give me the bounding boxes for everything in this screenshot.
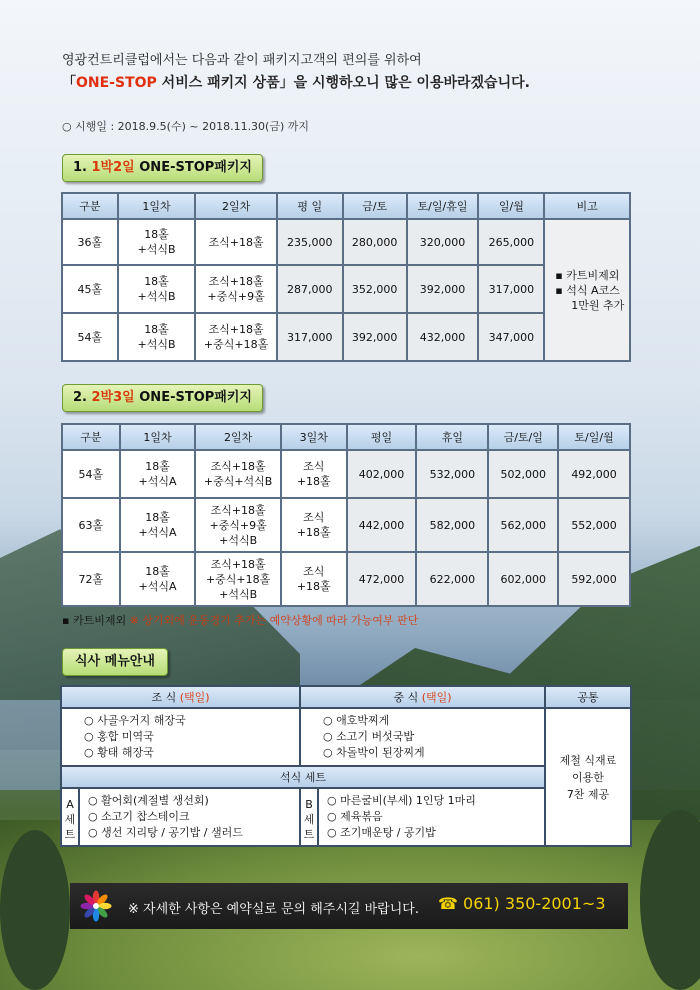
dinner-header: 석식 세트 (61, 766, 545, 788)
day1-cell (118, 265, 196, 313)
day1-line: +석식B (137, 338, 176, 351)
day1-cell (118, 219, 196, 265)
list-item: ○ 조기매운탕 / 공기밥 (327, 826, 436, 839)
bracket-open: 「 (62, 75, 76, 91)
list-item: ○ 소고기 버섯국밥 (323, 730, 414, 743)
day1-cell (118, 313, 196, 361)
day1-line: 18홀 (145, 460, 170, 473)
day1-line: +석식A (138, 475, 177, 488)
day2-line: +중식+9홀 (209, 518, 267, 532)
day2-cell (195, 219, 277, 265)
price-cell: 320,000 (407, 219, 479, 265)
day3-cell (281, 450, 347, 498)
meal-section-label: 식사 메뉴안내 (75, 654, 155, 669)
holes-cell: 36홀 (62, 219, 118, 265)
period-text: ○ 시행일 : 2018.9.5(수) ~ 2018.11.30(금) 까지 (62, 120, 310, 133)
intro-line-2 (62, 72, 530, 94)
section-2-duration: 2박3일 (91, 390, 135, 405)
price-cell: 347,000 (478, 313, 544, 361)
price-cell: 287,000 (277, 265, 343, 313)
day3-line: 조식 (303, 511, 325, 524)
price-cell: 552,000 (558, 498, 630, 552)
section-1-duration: 1박2일 (91, 160, 135, 175)
day1-line: 18홀 (145, 565, 170, 578)
price-cell: 280,000 (343, 219, 407, 265)
header-cell: 평일 (347, 424, 417, 450)
day2-cell (195, 498, 281, 552)
list-item: ○ 사골우거지 해장국 (84, 714, 186, 727)
lunch-choice: (택일) (421, 691, 452, 704)
price-cell: 265,000 (478, 219, 544, 265)
holes-cell: 54홀 (62, 450, 120, 498)
header-cell: 휴일 (416, 424, 488, 450)
day1-line: +석식B (137, 243, 176, 256)
set-a-list (80, 789, 299, 845)
contact-message: ※ 자세한 사항은 예약실로 문의 해주시길 바랍니다. (128, 902, 419, 917)
list-item: ○ 활어회(계절별 생선회) (88, 794, 209, 807)
day2-cell (195, 552, 281, 606)
set-b-list-cell (318, 788, 545, 846)
day2-line: +중식+석식B (203, 475, 273, 488)
day1-line: 18홀 (144, 275, 169, 288)
header-cell: 2일차 (195, 193, 277, 219)
day1-line: +석식B (137, 290, 176, 303)
table-row (62, 219, 630, 265)
day3-line: +18홀 (296, 526, 331, 539)
header-cell: 토/일/월 (558, 424, 630, 450)
day2-line: 조식+18홀 (208, 323, 264, 336)
day2-line: +석식B (219, 587, 258, 601)
meal-table (60, 685, 632, 847)
section-2-label: ONE-STOP패키지 (134, 390, 252, 405)
day3-cell (281, 498, 347, 552)
breakfast-title: 조 식 (151, 691, 180, 704)
set-letter: B (305, 797, 313, 811)
day3-cell (281, 552, 347, 606)
cart-note-cart: ▪ 카트비제외 (62, 614, 130, 627)
header-cell: 토/일/휴일 (407, 193, 479, 219)
section-1-number: 1. (73, 160, 92, 175)
header-cell: 평 일 (277, 193, 343, 219)
day2-line: +중식+18홀 (203, 338, 269, 351)
list-item: ○ 제육볶음 (327, 810, 383, 823)
price-cell: 442,000 (347, 498, 417, 552)
remark-dinner-a: ▪ 석식 A코스 (555, 283, 620, 297)
list-item: ○ 차돌박이 된장찌게 (323, 746, 425, 759)
section-2-number: 2. (73, 390, 92, 405)
header-cell: 구분 (62, 424, 120, 450)
set-b-label (300, 788, 318, 846)
breakfast-list (62, 709, 299, 765)
intro-line-2-rest: 서비스 패키지 상품」을 시행하오니 많은 이용바라겠습니다. (156, 75, 530, 91)
table-row (62, 552, 630, 606)
set-letter: 트 (64, 827, 76, 841)
set-letter: A (66, 797, 74, 811)
price-cell: 582,000 (416, 498, 488, 552)
common-line: 제철 식재료 (559, 753, 617, 767)
price-cell: 235,000 (277, 219, 343, 265)
common-header: 공통 (545, 686, 631, 708)
contact-bar (70, 883, 628, 929)
day1-cell (120, 552, 196, 606)
price-cell: 602,000 (488, 552, 558, 606)
breakfast-header (61, 686, 300, 708)
remark-cart: ▪ 카트비제외 (555, 268, 620, 282)
lunch-list-cell (300, 708, 545, 766)
price-cell: 352,000 (343, 265, 407, 313)
day2-cell (195, 265, 277, 313)
day3-line: +18홀 (296, 580, 331, 593)
day3-line: 조식 (303, 565, 325, 578)
table-header-row (62, 424, 630, 450)
price-cell: 317,000 (277, 313, 343, 361)
common-cell (545, 708, 631, 846)
header-cell: 금/토 (343, 193, 407, 219)
header-cell: 1일차 (120, 424, 196, 450)
list-item: ○ 생선 지리탕 / 공기밥 / 샐러드 (88, 826, 243, 839)
package-table-2 (61, 423, 631, 607)
header-cell: 1일차 (118, 193, 196, 219)
list-item: ○ 황태 해장국 (84, 746, 154, 759)
package-table-1 (61, 192, 631, 362)
day2-line: 조식+18홀 (210, 503, 266, 517)
list-item: ○ 애호박찌게 (323, 714, 390, 727)
common-line: 7찬 제공 (566, 787, 610, 801)
club-logo-icon (80, 890, 112, 922)
set-letter: 세 (64, 812, 76, 826)
price-cell: 562,000 (488, 498, 558, 552)
set-a-label (61, 788, 79, 846)
set-letter: 세 (303, 812, 315, 826)
table-header-row (62, 193, 630, 219)
cart-note (62, 612, 418, 628)
day1-line: 18홀 (144, 228, 169, 241)
day1-cell (120, 450, 196, 498)
day2-cell (195, 450, 281, 498)
price-cell: 392,000 (343, 313, 407, 361)
price-cell: 492,000 (558, 450, 630, 498)
price-cell: 392,000 (407, 265, 479, 313)
breakfast-choice: (택일) (179, 691, 210, 704)
list-item: ○ 소고기 찹스테이크 (88, 810, 190, 823)
section-2-title (62, 384, 263, 412)
set-b-list (319, 789, 544, 845)
price-cell: 472,000 (347, 552, 417, 606)
price-cell: 402,000 (347, 450, 417, 498)
section-1-label: ONE-STOP패키지 (134, 160, 252, 175)
day1-line: +석식A (138, 580, 177, 593)
day1-line: +석식A (138, 526, 177, 539)
header-cell: 일/월 (478, 193, 544, 219)
meal-row (61, 708, 631, 766)
day2-line: +중식+9홀 (207, 290, 265, 303)
table-row (62, 450, 630, 498)
lunch-header (300, 686, 545, 708)
holes-cell: 63홀 (62, 498, 120, 552)
price-cell: 432,000 (407, 313, 479, 361)
day2-line: 조식+18홀 (210, 460, 266, 473)
common-line: 이용한 (572, 770, 604, 784)
day2-line: 조식+18홀 (210, 557, 266, 571)
intro-line-1: 영광컨트리클럽에서는 다음과 같이 패키지고객의 편의를 위하여 (62, 53, 422, 68)
meal-header-row (61, 686, 631, 708)
set-a-list-cell (79, 788, 300, 846)
lunch-title: 중 식 (393, 691, 422, 704)
table-row (62, 498, 630, 552)
price-cell: 317,000 (478, 265, 544, 313)
contact-phone[interactable]: ☎ 061) 350-2001~3 (438, 894, 606, 913)
day3-line: 조식 (303, 460, 325, 473)
cart-note-extra: ※ 상기외에 운동경기 추가는 예약상황에 따라 가능여부 판단 (129, 614, 419, 627)
breakfast-list-cell (61, 708, 300, 766)
day2-line: +중식+18홀 (205, 572, 271, 586)
header-cell: 비고 (544, 193, 630, 219)
day1-line: 18홀 (145, 511, 170, 524)
day2-line: 조식+18홀 (208, 235, 264, 249)
day2-line: 조식+18홀 (208, 275, 264, 288)
header-cell: 3일차 (281, 424, 347, 450)
day2-line: +석식B (219, 533, 258, 547)
price-cell: 502,000 (488, 450, 558, 498)
remark-extra-fee: 1만원 추가 (571, 298, 625, 312)
lunch-list (301, 709, 544, 765)
one-stop-highlight: ONE-STOP (76, 75, 157, 91)
day3-line: +18홀 (296, 475, 331, 488)
day2-cell (195, 313, 277, 361)
holes-cell: 54홀 (62, 313, 118, 361)
list-item: ○ 마른굴비(부세) 1인당 1마리 (327, 794, 476, 807)
set-letter: 트 (303, 827, 315, 841)
price-cell: 622,000 (416, 552, 488, 606)
day1-cell (120, 498, 196, 552)
header-cell: 구분 (62, 193, 118, 219)
price-cell: 592,000 (558, 552, 630, 606)
header-cell: 금/토/일 (488, 424, 558, 450)
price-cell: 532,000 (416, 450, 488, 498)
meal-section-title (62, 648, 168, 676)
section-1-title (62, 154, 263, 182)
header-cell: 2일차 (195, 424, 281, 450)
day1-line: 18홀 (144, 323, 169, 336)
holes-cell: 45홀 (62, 265, 118, 313)
remarks-cell (544, 219, 630, 361)
list-item: ○ 홍합 미역국 (84, 730, 154, 743)
holes-cell: 72홀 (62, 552, 120, 606)
intro-text (62, 50, 530, 94)
